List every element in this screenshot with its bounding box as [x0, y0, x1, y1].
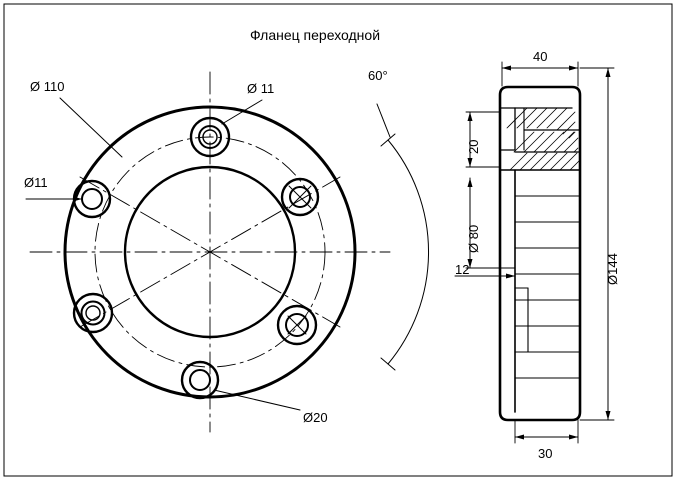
- label-bolt-hole-diameter: Ø 11: [247, 81, 275, 96]
- section-hatch-top3: [510, 153, 579, 170]
- label-angle: 60°: [368, 68, 388, 83]
- section-lower-lines: [515, 196, 580, 378]
- front-view-geometry: [26, 72, 429, 432]
- leader-hole-bottom: [214, 390, 300, 410]
- dim-30-arrow-left: [515, 435, 524, 440]
- label-section-bore-diameter: Ø 80: [466, 224, 481, 253]
- hole-bottom-outer: [182, 362, 218, 398]
- sheet-border: [4, 4, 672, 476]
- label-left-hole-diameter: Ø11: [24, 175, 48, 190]
- angle-arc: [388, 140, 429, 364]
- dim-40-arrow-right: [569, 66, 578, 71]
- dim-20-arrow-bottom: [468, 158, 473, 167]
- leader-bolt-circle: [60, 98, 122, 157]
- hole-bottom-inner: [190, 370, 210, 390]
- label-center-bore-diameter: Ø20: [303, 410, 328, 425]
- label-bolt-circle-diameter: Ø 110: [30, 79, 65, 94]
- label-section-outer-diameter: Ø144: [605, 253, 620, 285]
- dim-40-arrow-left: [502, 66, 511, 71]
- hole-lower-left-bore: [86, 306, 100, 320]
- angle-arc-tick-bottom: [381, 358, 395, 370]
- leader-hole-top: [222, 100, 262, 124]
- label-section-step-height: 20: [466, 139, 481, 154]
- hole-left-inner: [82, 189, 102, 209]
- leader-hole-left-arrow: [73, 197, 82, 202]
- angle-leader: [377, 104, 390, 137]
- dim-30-arrow-right: [569, 435, 578, 440]
- dim-144-arrow-bottom: [606, 411, 611, 420]
- label-section-top-width: 40: [533, 49, 548, 64]
- dim-20-arrow-top: [468, 112, 473, 121]
- dim-144-arrow-top: [606, 68, 611, 77]
- dim-80-arrow-top: [468, 178, 473, 187]
- hole-lower-left-inner: [82, 302, 105, 325]
- label-section-bottom-width: 30: [538, 446, 553, 461]
- section-outline: [500, 87, 580, 420]
- angle-arc-tick-top: [381, 134, 395, 146]
- label-section-offset: 12: [455, 262, 470, 277]
- dim-12-arrow: [506, 274, 515, 279]
- drawing-title: Фланец переходной: [250, 27, 381, 43]
- section-hatch-top: [507, 108, 575, 138]
